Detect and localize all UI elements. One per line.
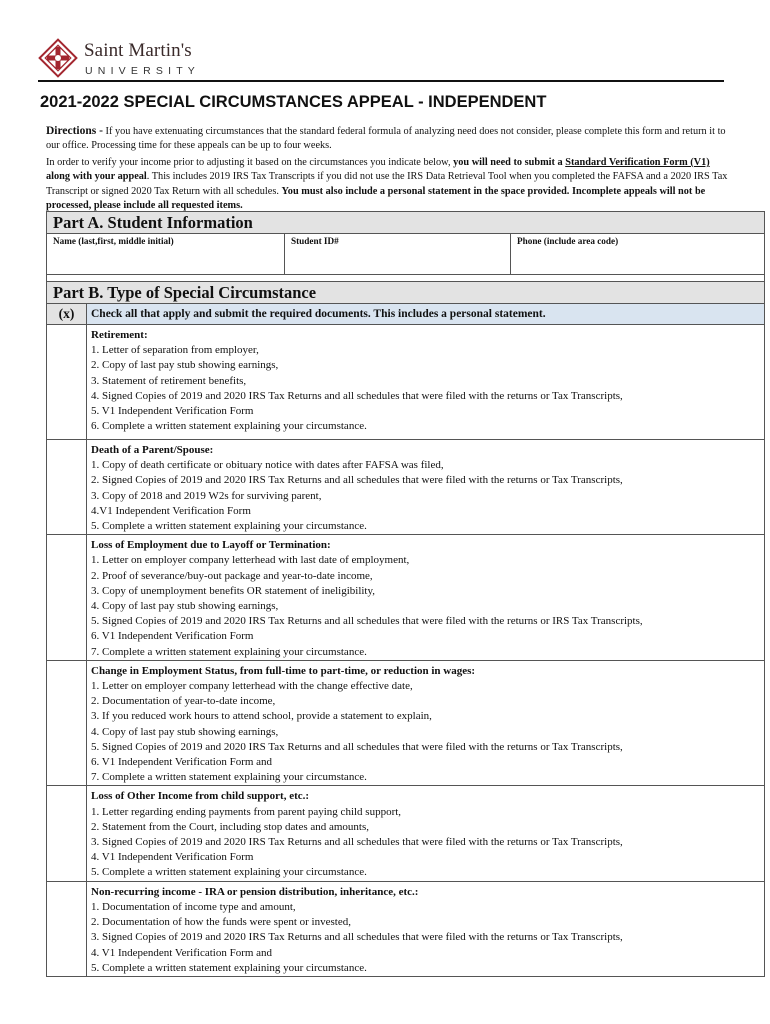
verify-text-1: In order to verify your income prior to adjusting it based on the circumstances you indicate below, — [46, 157, 454, 168]
check-column-label: (x) — [47, 304, 87, 325]
requirement-item: 6. V1 Independent Verification Form — [91, 630, 254, 643]
requirement-item: 6. Complete a written statement explaining your circumstance. — [91, 420, 367, 433]
requirement-item: 5. Signed Copies of 2019 and 2020 IRS Tax Returns and all schedules that were filed with the returns or Tax Transcripts, — [91, 740, 623, 753]
requirement-item: 1. Letter of separation from employer, — [91, 344, 259, 357]
name-field[interactable] — [47, 234, 285, 275]
section-heading: Loss of Employment due to Layoff or Termination: — [91, 539, 331, 552]
change-in-employment-checkbox[interactable] — [47, 660, 87, 786]
requirement-item: 2. Signed Copies of 2019 and 2020 IRS Tax Returns and all schedules that were filed with the returns or Tax Transcripts, — [91, 474, 623, 487]
requirement-item: 3. Copy of 2018 and 2019 W2s for surviving parent, — [91, 489, 322, 502]
name-field-label: Name (last,first, middle initial) — [53, 236, 174, 246]
header-divider — [38, 80, 724, 82]
table-spacer — [47, 275, 765, 282]
verify-text-5: . This includes 2019 IRS Tax Transcripts if you did not use the IRS Data Retrieval Tool when you completed the FAFSA and a 2020 IRS Tax Transcript or signed 2020 Tax Return with all schedules. — [46, 171, 728, 197]
part-b-heading: Part B. Type of Special Circumstance — [47, 282, 765, 304]
death-of-parent-section — [87, 440, 765, 535]
list-item — [47, 535, 765, 661]
appeal-form-table — [46, 211, 765, 977]
requirement-item: 2. Copy of last pay stub showing earnings, — [91, 359, 279, 372]
check-instructions: Check all that apply and submit the required documents. This includes a personal statement. — [87, 304, 765, 325]
section-heading: Loss of Other Income from child support, etc.: — [91, 790, 310, 803]
directions-label: Directions - — [46, 125, 103, 137]
section-heading: Death of a Parent/Spouse: — [91, 444, 214, 456]
requirement-item: 1. Letter on employer company letterhead with last date of employment, — [91, 554, 410, 567]
requirement-item: 7. Complete a written statement explaining your circumstance. — [91, 645, 367, 658]
university-subtitle: UNIVERSITY — [85, 65, 201, 77]
requirement-item: 1. Letter regarding ending payments from parent paying child support, — [91, 805, 402, 818]
form-title: 2021-2022 SPECIAL CIRCUMSTANCES APPEAL - INDEPENDENT — [40, 93, 547, 111]
list-item — [47, 325, 765, 440]
list-item — [47, 786, 765, 881]
requirement-item: 3. Statement of retirement benefits, — [91, 374, 247, 387]
verification-form-link: Standard Verification Form (V1) — [565, 157, 710, 168]
student-info-row — [47, 234, 765, 275]
requirement-item: 4. V1 Independent Verification Form — [91, 851, 254, 864]
requirement-item: 1. Letter on employer company letterhead with the change effective date, — [91, 680, 413, 693]
section-heading: Non-recurring income - IRA or pension distribution, inheritance, etc.: — [91, 885, 419, 898]
part-a-header-row — [47, 212, 765, 234]
part-a-heading: Part A. Student Information — [47, 212, 765, 234]
university-seal-icon — [38, 38, 78, 78]
requirement-item: 3. Copy of unemployment benefits OR statement of ineligibility, — [91, 584, 376, 597]
non-recurring-income-checkbox[interactable] — [47, 881, 87, 976]
section-heading: Change in Employment Status, from full-time to part-time, or reduction in wages: — [91, 664, 476, 677]
requirement-item: 3. Signed Copies of 2019 and 2020 IRS Tax Returns and all schedules that were filed with the returns or Tax Transcripts, — [91, 931, 623, 944]
requirement-item: 4.V1 Independent Verification Form — [91, 504, 251, 517]
change-in-employment-section — [87, 660, 765, 786]
requirement-item: 3. Signed Copies of 2019 and 2020 IRS Tax Returns and all schedules that were filed with the returns or Tax Transcripts, — [91, 836, 623, 849]
requirement-item: 2. Documentation of how the funds were spent or invested, — [91, 916, 351, 929]
requirement-item: 4. Copy of last pay stub showing earnings, — [91, 725, 279, 738]
death-of-parent-checkbox[interactable] — [47, 440, 87, 535]
list-item — [47, 881, 765, 976]
loss-of-other-income-section — [87, 786, 765, 881]
requirement-item: 5. Complete a written statement explaining your circumstance. — [91, 866, 367, 879]
requirement-item: 4. Copy of last pay stub showing earnings, — [91, 600, 279, 613]
non-recurring-income-section — [87, 881, 765, 976]
requirement-item: 5. Complete a written statement explaining your circumstance. — [91, 520, 367, 533]
page-header — [38, 36, 724, 86]
retirement-checkbox[interactable] — [47, 325, 87, 440]
requirement-item: 2. Statement from the Court, including stop dates and amounts, — [91, 820, 370, 833]
phone-field[interactable] — [511, 234, 765, 275]
requirement-item: 1. Documentation of income type and amount, — [91, 900, 296, 913]
directions-paragraph — [46, 124, 736, 154]
requirement-item: 5. V1 Independent Verification Form — [91, 405, 254, 418]
verify-text-4: along with your appeal — [46, 171, 147, 183]
loss-of-employment-section — [87, 535, 765, 661]
requirement-item: 2. Documentation of year-to-date income, — [91, 695, 276, 708]
student-id-field[interactable] — [285, 234, 511, 275]
verify-text-2: you will need to submit a — [453, 157, 566, 168]
requirement-item: 7. Complete a written statement explaining your circumstance. — [91, 771, 367, 784]
phone-field-label: Phone (include area code) — [517, 236, 619, 246]
verification-paragraph — [46, 156, 736, 213]
retirement-section — [87, 325, 765, 440]
requirement-item: 1. Copy of death certificate or obituary notice with dates after FAFSA was filed, — [91, 459, 444, 472]
directions-text: If you have extenuating circumstances that the standard federal formula of analyzing need does not consider, please complete this form and return it to our office. Processing time for these appeals can be up to four weeks. — [46, 126, 726, 152]
requirement-item: 6. V1 Independent Verification Form and — [91, 756, 273, 769]
student-id-field-label: Student ID# — [291, 236, 339, 246]
requirement-item: 2. Proof of severance/buy-out package and year-to-date income, — [91, 569, 373, 582]
requirement-item: 3. If you reduced work hours to attend school, provide a statement to explain, — [91, 710, 432, 723]
requirement-item: 4. Signed Copies of 2019 and 2020 IRS Tax Returns and all schedules that were filed with the returns or Tax Transcripts, — [91, 389, 623, 402]
list-item — [47, 440, 765, 535]
requirement-item: 5. Complete a written statement explaining your circumstance. — [91, 961, 367, 974]
requirement-item: 5. Signed Copies of 2019 and 2020 IRS Tax Returns and all schedules that were filed with the returns or IRS Tax Transcripts, — [91, 615, 643, 628]
part-b-instruction-row — [47, 304, 765, 325]
section-heading: Retirement: — [91, 329, 148, 341]
part-b-header-row — [47, 282, 765, 304]
university-name: Saint Martin's — [84, 40, 192, 61]
verify-text-6: You must also include a personal statement in the space provided. Incomplete appeals will not be processed, please include all requested items. — [46, 185, 706, 211]
requirement-item: 4. V1 Independent Verification Form and — [91, 946, 273, 959]
loss-of-other-income-checkbox[interactable] — [47, 786, 87, 881]
list-item — [47, 660, 765, 786]
loss-of-employment-checkbox[interactable] — [47, 535, 87, 661]
